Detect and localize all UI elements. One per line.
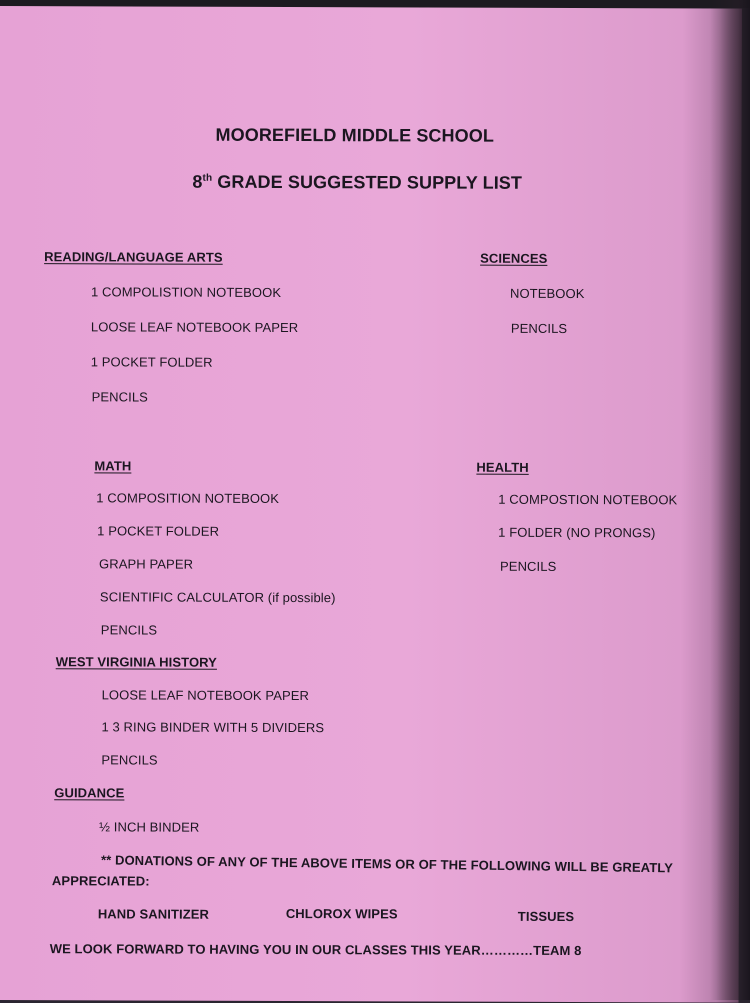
health-item: 1 COMPOSTION NOTEBOOK — [498, 491, 678, 508]
health-item: PENCILS — [500, 558, 557, 574]
sciences-item: PENCILS — [510, 320, 568, 336]
donation-item: TISSUES — [517, 908, 575, 925]
donations-note: ** DONATIONS OF ANY OF THE ABOVE ITEMS OR OF THE FOLLOWING WILL BE GREATLY — [100, 852, 674, 876]
math-item: GRAPH PAPER — [99, 556, 194, 572]
wv-history-heading: WEST VIRGINIA HISTORY — [55, 654, 217, 670]
grade-suffix: th — [202, 172, 213, 184]
supply-list-sheet — [0, 6, 742, 1003]
page-shadow — [710, 0, 750, 1000]
reading-item: LOOSE LEAF NOTEBOOK PAPER — [90, 319, 299, 336]
math-item: SCIENTIFIC CALCULATOR (if possible) — [99, 589, 336, 606]
donation-item: HAND SANITIZER — [97, 906, 210, 922]
health-heading: HEALTH — [476, 459, 529, 475]
list-title — [192, 172, 522, 194]
closing-line: WE LOOK FORWARD TO HAVING YOU IN OUR CLASSES THIS YEAR…………TEAM 8 — [49, 941, 582, 959]
sciences-item: NOTEBOOK — [509, 285, 585, 302]
reading-item: 1 POCKET FOLDER — [90, 354, 213, 370]
school-name: MOOREFIELD MIDDLE SCHOOL — [215, 124, 494, 146]
math-item: PENCILS — [100, 622, 158, 638]
wv-history-item: PENCILS — [101, 752, 158, 768]
reading-item: PENCILS — [91, 389, 149, 405]
list-title-text: GRADE SUGGESTED SUPPLY LIST — [217, 171, 523, 193]
health-item: 1 FOLDER (NO PRONGS) — [498, 524, 656, 541]
wv-history-item: 1 3 RING BINDER WITH 5 DIVIDERS — [101, 719, 325, 736]
sciences-heading: SCIENCES — [480, 250, 548, 266]
grade-number: 8 — [192, 171, 203, 192]
guidance-item: ½ INCH BINDER — [99, 819, 200, 835]
math-item: 1 COMPOSITION NOTEBOOK — [96, 490, 280, 506]
guidance-heading: GUIDANCE — [54, 785, 125, 801]
donation-item: CHLOROX WIPES — [285, 906, 398, 922]
reading-heading: READING/LANGUAGE ARTS — [44, 249, 223, 265]
wv-history-item: LOOSE LEAF NOTEBOOK PAPER — [101, 687, 310, 704]
reading-item: 1 COMPOLISTION NOTEBOOK — [90, 284, 282, 300]
donations-note-cont: APPRECIATED: — [51, 873, 150, 889]
math-item: 1 POCKET FOLDER — [97, 523, 220, 539]
math-heading: MATH — [94, 458, 132, 474]
